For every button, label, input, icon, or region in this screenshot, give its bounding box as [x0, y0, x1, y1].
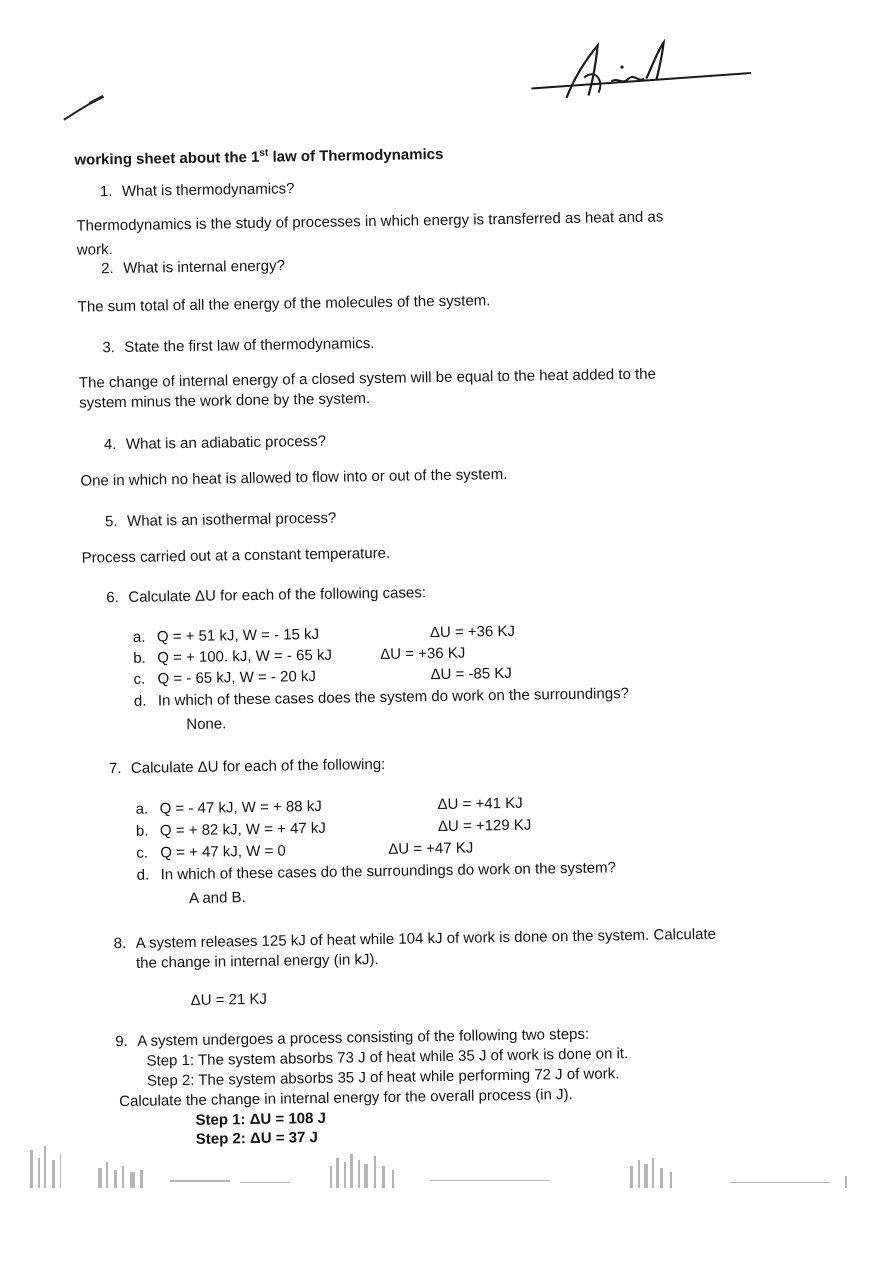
- answer-3-line-2: system minus the work done by the system.: [79, 390, 371, 412]
- question-6: 6. Calculate ΔU for each of the following cases:: [106, 584, 427, 607]
- worksheet-title: working sheet about the 1st law of Thermodynamics: [74, 145, 444, 169]
- answer-1-line-2: work.: [76, 241, 113, 259]
- question-9-step-1: Step 1: The system absorbs 73 J of heat while 35 J of work is done on it.: [146, 1045, 629, 1070]
- question-8-line-1: 8. A system releases 125 kJ of heat while 104 kJ of work is done on the system. Calculate: [113, 925, 717, 953]
- question-7: 7. Calculate ΔU for each of the following:: [108, 755, 386, 778]
- question-5: 5. What is an isothermal process?: [104, 509, 337, 531]
- answer-4: One in which no heat is allowed to flow into or out of the system.: [80, 465, 508, 490]
- question-8-line-2: the change in internal energy (in kJ).: [135, 951, 379, 972]
- answer-1-line-1: Thermodynamics is the study of processes in which energy is transferred as heat and as: [76, 208, 664, 235]
- question-9-answer-step-2: Step 2: ΔU = 37 J: [195, 1128, 319, 1148]
- question-2: 2. What is internal energy?: [100, 257, 285, 278]
- question-6-part-a: a. Q = + 51 kJ, W = - 15 kJ: [132, 625, 320, 646]
- question-7-part-c: c. Q = + 47 kJ, W = 0: [136, 842, 286, 862]
- question-6-part-c: c. Q = - 65 kJ, W = - 20 kJ: [133, 667, 317, 688]
- question-4: 4. What is an adiabatic process?: [103, 432, 327, 454]
- question-7-answer-c: ΔU = +47 KJ: [388, 839, 474, 858]
- question-7-answer-a: ΔU = +41 KJ: [437, 794, 523, 814]
- question-7-answer-d: A and B.: [188, 889, 246, 907]
- question-6-part-d: d. In which of these cases does the system do work on the surroundings?: [133, 685, 630, 710]
- question-1: 1. What is thermodynamics?: [99, 180, 295, 201]
- question-7-part-b: b. Q = + 82 kJ, W = + 47 kJ: [135, 819, 326, 840]
- question-7-part-d: d. In which of these cases do the surroundings do work on the system?: [136, 859, 616, 884]
- question-7-answer-b: ΔU = +129 KJ: [437, 816, 532, 836]
- question-6-answer-b: ΔU = +36 KJ: [380, 644, 466, 663]
- answer-5: Process carried out at a constant temperature.: [81, 544, 391, 567]
- question-3: 3. State the first law of thermodynamics.: [102, 334, 375, 357]
- question-6-answer-d: None.: [186, 715, 227, 733]
- signature-image: [526, 35, 762, 109]
- question-9: 9. A system undergoes a process consisting of the following two steps:: [115, 1025, 590, 1051]
- scan-noise-strip: [30, 1140, 860, 1190]
- question-6-part-b: b. Q = + 100. kJ, W = - 65 kJ: [133, 646, 333, 667]
- question-9-answer-step-1: Step 1: ΔU = 108 J: [195, 1109, 327, 1129]
- question-6-answer-c: ΔU = -85 KJ: [430, 664, 512, 684]
- answer-3-line-1: The change of internal energy of a closed system will be equal to the heat added to the: [78, 365, 657, 392]
- question-6-answer-a: ΔU = +36 KJ: [429, 622, 516, 642]
- question-9-prompt: Calculate the change in internal energy for the overall process (in J).: [119, 1085, 573, 1111]
- pen-mark-image: [59, 93, 109, 124]
- answer-2: The sum total of all the energy of the molecules of the system.: [77, 292, 491, 316]
- question-8-answer: ΔU = 21 KJ: [190, 990, 268, 1009]
- question-9-step-2: Step 2: The system absorbs 35 J of heat while performing 72 J of work.: [146, 1065, 620, 1090]
- question-7-part-a: a. Q = - 47 kJ, W = + 88 kJ: [135, 797, 322, 818]
